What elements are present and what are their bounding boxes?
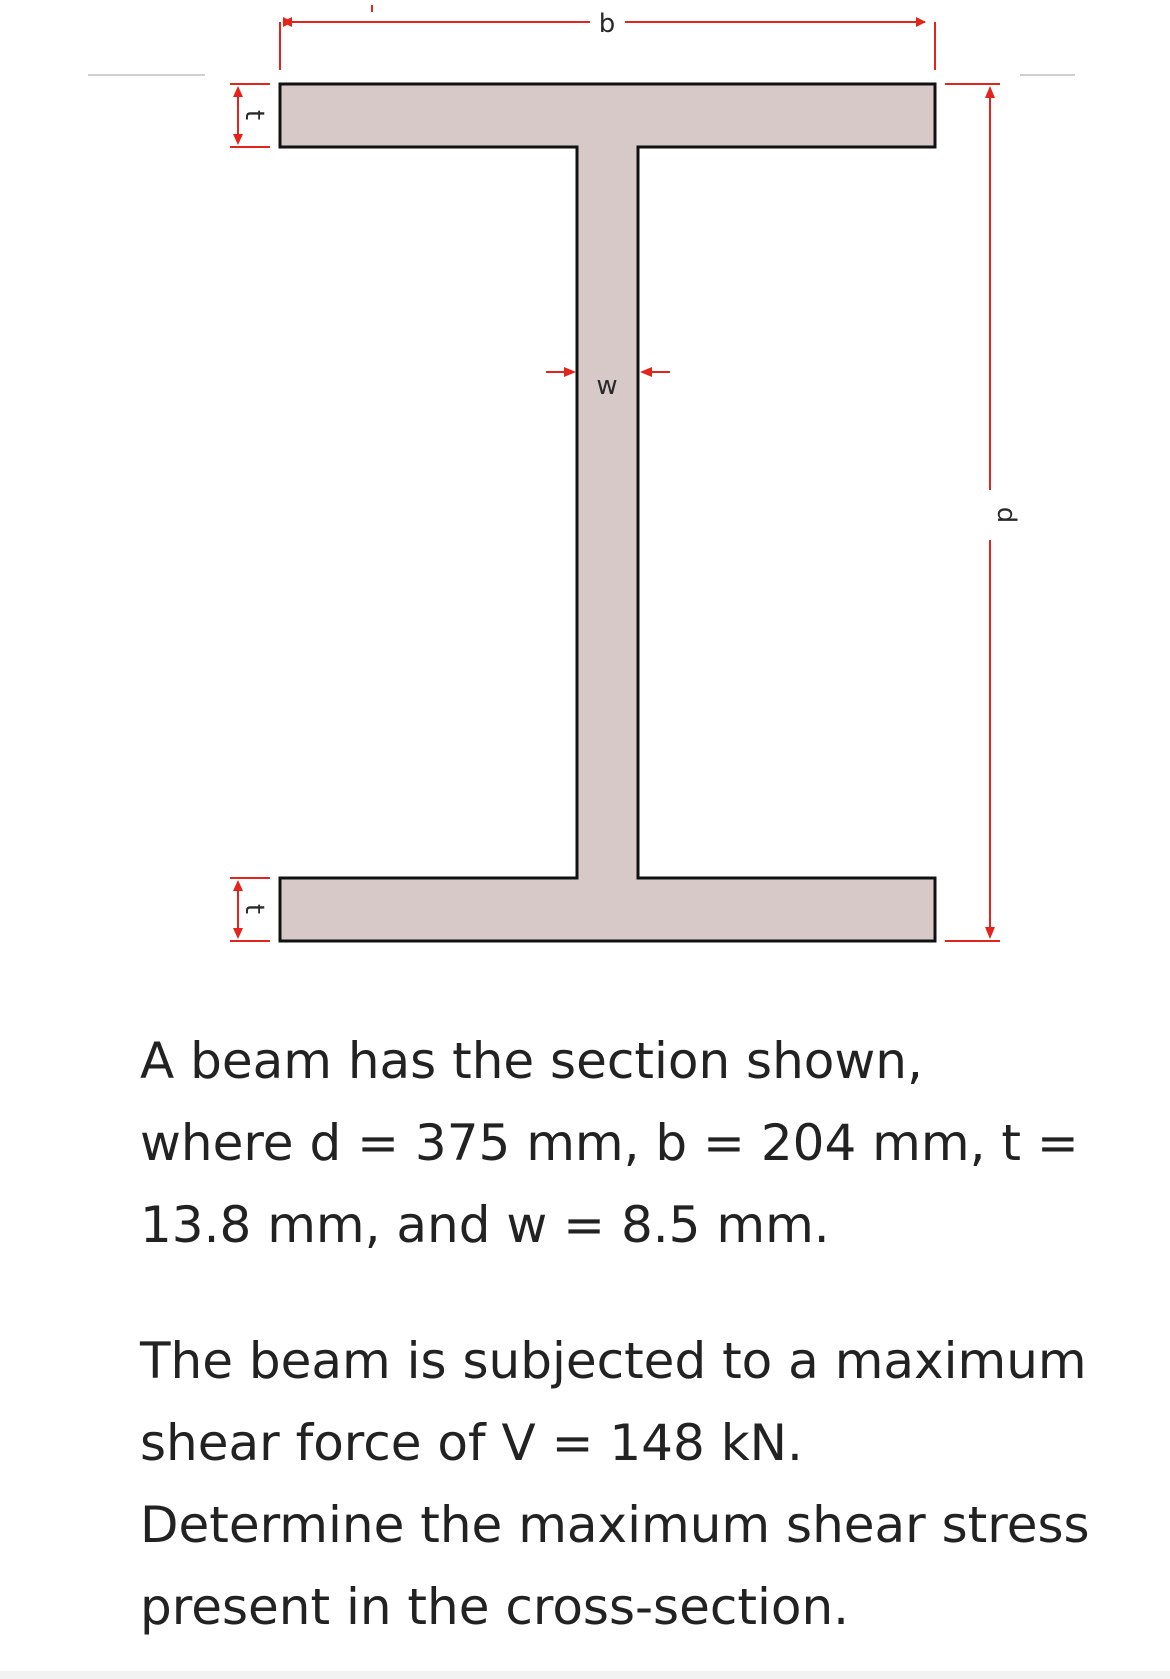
bottom-edge [0,1671,1170,1679]
problem-line: The beam is subjected to a maximum [140,1332,1087,1390]
dimension-t-top [230,84,270,147]
label-w: w [596,371,618,401]
problem-line: Determine the maximum shear stress [140,1496,1090,1554]
label-t-top: t [239,109,269,121]
problem-line: shear force of V = 148 kN. [140,1414,803,1472]
dimension-w [546,367,670,401]
problem-line: present in the cross-section. [140,1578,850,1636]
problem-line: 13.8 mm, and w = 8.5 mm. [140,1196,830,1254]
problem-line: A beam has the section shown, [140,1032,923,1090]
label-d: d [991,506,1021,524]
dimension-t-bottom [230,878,270,941]
label-t-bottom: t [239,903,269,915]
label-b: b [598,9,616,39]
i-beam-section [280,84,935,941]
dimension-b [280,5,935,70]
problem-paragraph-2 [140,1320,1140,1648]
problem-line: where d = 375 mm, b = 204 mm, t = [140,1114,1079,1172]
problem-paragraph-1 [140,1020,1140,1266]
dimension-d [945,84,1021,941]
